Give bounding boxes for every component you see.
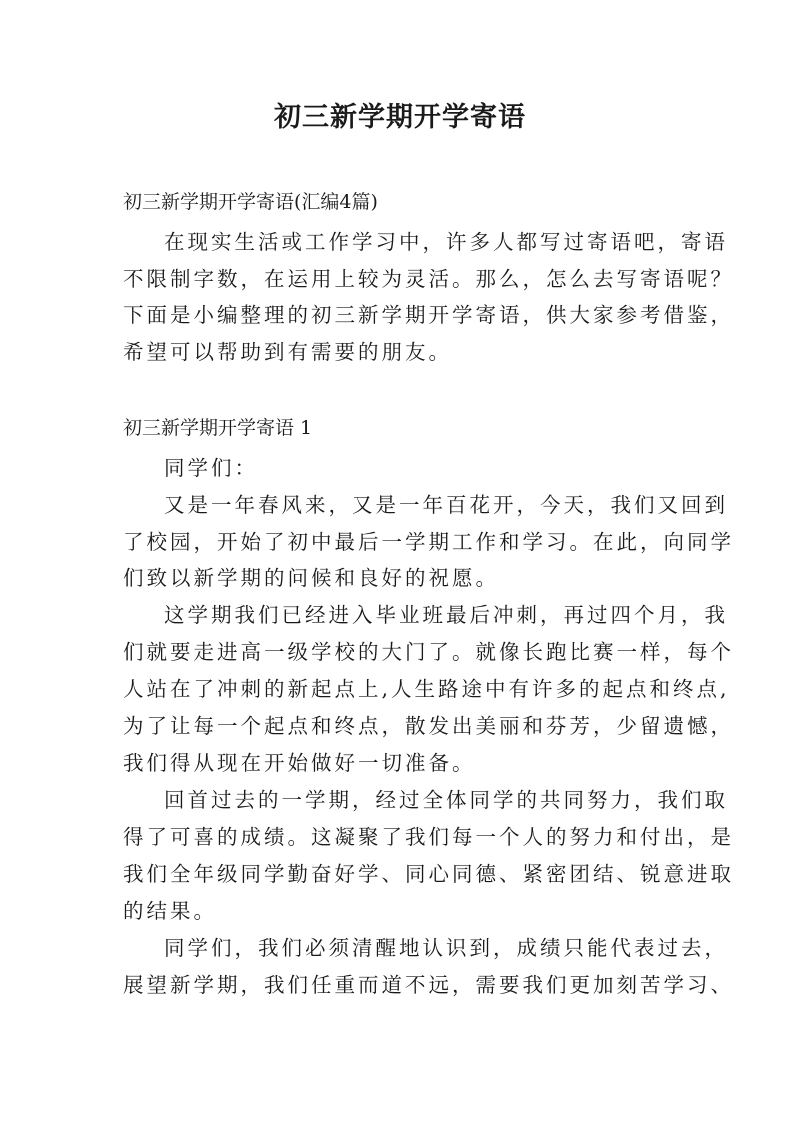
intro-line: 希望可以帮助到有需要的朋友。: [123, 340, 452, 364]
body-line: 的结果。: [123, 899, 217, 923]
intro-line: 在现实生活或工作学习中，许多人都写过寄语吧，寄语: [164, 230, 728, 254]
body-line: 又是一年春风来，又是一年百花开，今天，我们又回到: [164, 493, 728, 517]
greeting: 同学们：: [164, 456, 258, 480]
body-line: 们致以新学期的问候和良好的祝愿。: [123, 566, 499, 590]
body-line: 们就要走进高一级学校的大门了。就像长跑比赛一样，每个: [123, 640, 734, 664]
body-line: 我们得从现在开始做好一切准备。: [123, 751, 476, 775]
intro-line: 下面是小编整理的初三新学期开学寄语，供大家参考借鉴，: [123, 303, 734, 327]
body-line: 同学们，我们必须清醒地认识到，成绩只能代表过去，: [164, 936, 728, 960]
intro-line: 不限制字数，在运用上较为灵活。那么，怎么去写寄语呢？: [123, 267, 734, 291]
body-line: 回首过去的一学期，经过全体同学的共同努力，我们取: [164, 788, 728, 812]
body-line: 了校园，开始了初中最后一学期工作和学习。在此，向同学: [123, 530, 734, 554]
body-line: 得了可喜的成绩。这凝聚了我们每一个人的努力和付出，是: [123, 825, 734, 849]
document-title: 初三新学期开学寄语: [274, 102, 526, 133]
body-line: 为了让每一个起点和终点，散发出美丽和芬芳，少留遗憾，: [123, 714, 734, 738]
body-line: 展望新学期，我们任重而道不远，需要我们更加刻苦学习、: [123, 973, 734, 997]
body-line: 人站在了冲刺的新起点上,人生路途中有许多的起点和终点,: [123, 677, 730, 701]
body-line: 我们全年级同学勤奋好学、同心同德、紧密团结、锐意进取: [123, 862, 734, 886]
body-line: 这学期我们已经进入毕业班最后冲刺，再过四个月，我: [164, 603, 728, 627]
document-subtitle: 初三新学期开学寄语(汇编4篇): [123, 191, 378, 213]
section-heading: 初三新学期开学寄语 1: [123, 417, 313, 439]
